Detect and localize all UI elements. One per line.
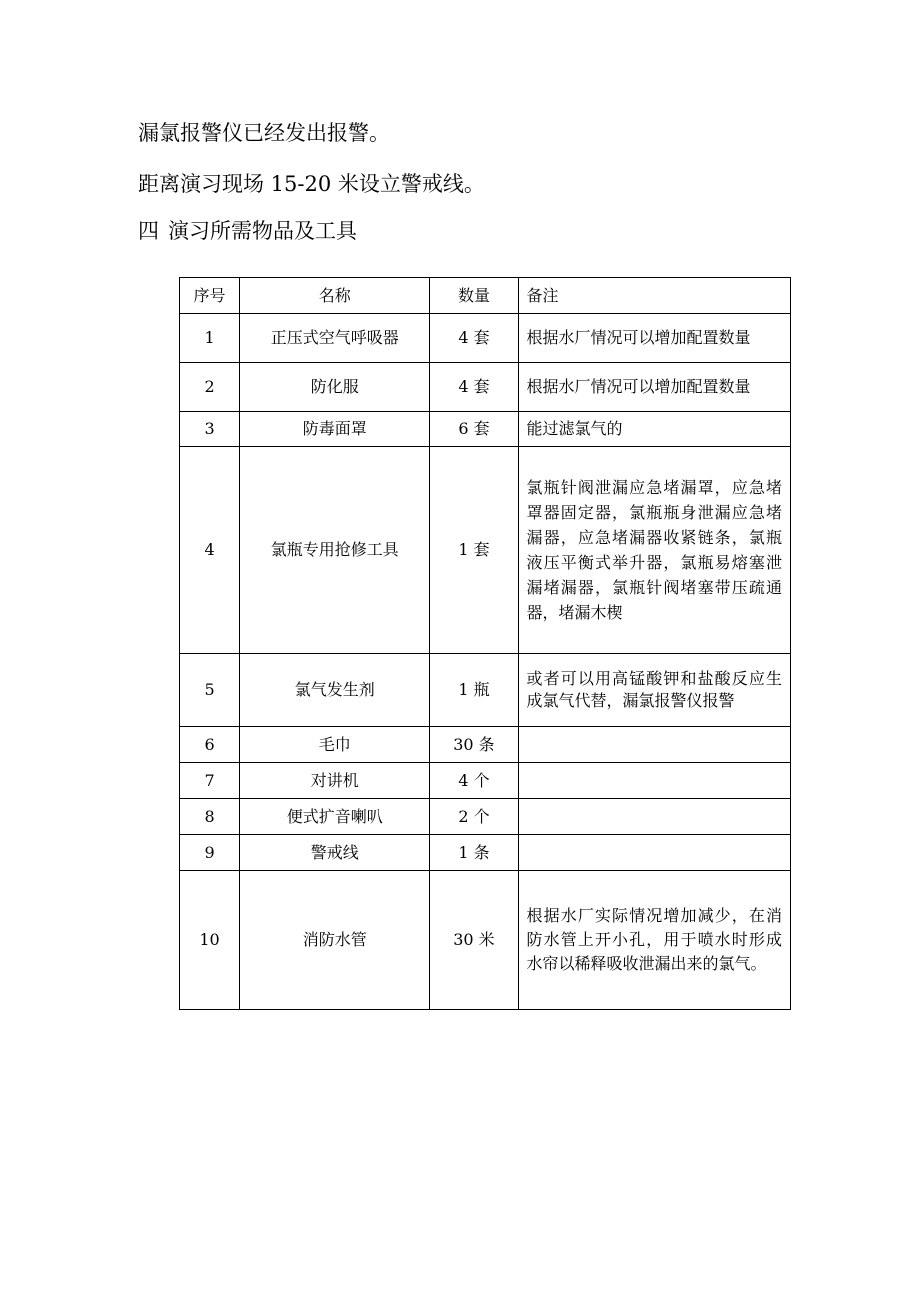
note-text: 氯瓶针阀泄漏应急堵漏罩，应急堵罩器固定器，氯瓶瓶身泄漏应急堵漏器，应急堵漏器收紧链条，氯瓶液压平衡式举升器，氯瓶易熔塞泄漏堵漏器，氯瓶针阀堵塞带压疏通器，堵漏木楔 <box>526 478 782 622</box>
note-text: 能过滤氯气的 <box>526 419 623 438</box>
paragraph-cordon: 距离演习现场 15-20 米设立警戒线。 <box>138 172 485 196</box>
header-quantity: 数量 <box>430 278 518 314</box>
cell-index: 3 <box>180 412 240 447</box>
cell-note <box>518 314 790 363</box>
cell-index: 4 <box>180 447 240 654</box>
table-row <box>180 727 791 763</box>
note-text: 根据水厂实际情况增加减少，在消防水管上开小孔，用于喷水时形成水帘以稀释吸收泄漏出来的氯气。 <box>526 906 782 973</box>
cell-note <box>518 363 790 412</box>
header-index: 序号 <box>180 278 240 314</box>
cell-name: 毛巾 <box>240 727 430 763</box>
table-row <box>180 314 791 363</box>
note-text: 根据水厂情况可以增加配置数量 <box>526 377 751 396</box>
cell-index: 9 <box>180 835 240 871</box>
section-title: 演习所需物品及工具 <box>168 219 357 243</box>
cell-note <box>518 763 790 799</box>
equipment-table <box>179 277 791 1010</box>
cell-quantity: 4 个 <box>430 763 518 799</box>
table-row <box>180 363 791 412</box>
cell-name: 便式扩音喇叭 <box>240 799 430 835</box>
cell-note <box>518 835 790 871</box>
cell-index: 8 <box>180 799 240 835</box>
table-header-row <box>180 278 791 314</box>
cell-name: 正压式空气呼吸器 <box>240 314 430 363</box>
note-text: 或者可以用高锰酸钾和盐酸反应生成氯气代替，漏氯报警仪报警 <box>526 669 782 710</box>
cell-quantity: 1 套 <box>430 447 518 654</box>
cell-quantity: 1 条 <box>430 835 518 871</box>
paragraph-alarm: 漏氯报警仪已经发出报警。 <box>138 121 390 145</box>
cell-quantity: 4 套 <box>430 314 518 363</box>
cell-note <box>518 871 790 1010</box>
cell-quantity: 30 条 <box>430 727 518 763</box>
cell-note <box>518 412 790 447</box>
header-name: 名称 <box>240 278 430 314</box>
cell-index: 1 <box>180 314 240 363</box>
note-text: 根据水厂情况可以增加配置数量 <box>526 328 751 347</box>
cell-quantity: 2 个 <box>430 799 518 835</box>
cell-name: 消防水管 <box>240 871 430 1010</box>
cell-index: 10 <box>180 871 240 1010</box>
table-row <box>180 447 791 654</box>
cell-name: 防毒面罩 <box>240 412 430 447</box>
table-row <box>180 835 791 871</box>
cell-quantity: 6 套 <box>430 412 518 447</box>
table-row <box>180 763 791 799</box>
cell-index: 7 <box>180 763 240 799</box>
cell-index: 5 <box>180 654 240 727</box>
table-row <box>180 871 791 1010</box>
cell-name: 氯瓶专用抢修工具 <box>240 447 430 654</box>
header-note: 备注 <box>518 278 790 314</box>
cell-note <box>518 799 790 835</box>
cell-quantity: 1 瓶 <box>430 654 518 727</box>
table-row <box>180 654 791 727</box>
cell-index: 6 <box>180 727 240 763</box>
cell-name: 氯气发生剂 <box>240 654 430 727</box>
table-row <box>180 799 791 835</box>
table-row <box>180 412 791 447</box>
cell-note <box>518 654 790 727</box>
cell-name: 防化服 <box>240 363 430 412</box>
section-number: 四 <box>138 219 159 243</box>
cell-quantity: 4 套 <box>430 363 518 412</box>
cell-quantity: 30 米 <box>430 871 518 1010</box>
cell-index: 2 <box>180 363 240 412</box>
cell-note <box>518 727 790 763</box>
cell-name: 对讲机 <box>240 763 430 799</box>
section-heading <box>138 219 357 243</box>
cell-note <box>518 447 790 654</box>
cell-name: 警戒线 <box>240 835 430 871</box>
